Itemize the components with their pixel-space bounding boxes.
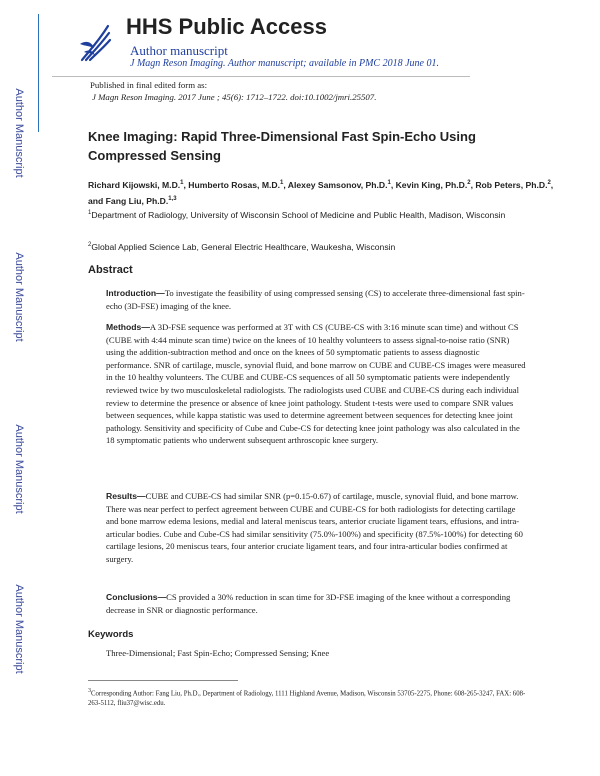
journal-citation — [92, 92, 376, 102]
abstract-methods: Methods—A 3D-FSE sequence was performed at 3T with CS (CUBE-CS with 3:16 minute scan time) and without CS (CUBE with 4:44 minute scan time) twice on the knees of 10 healthy volunteers to assess signal-to-noise ratio (SNR) using the addition-subtraction method and once on the knees of 50 symptomatic patients to assess diagnostic performance. SNR of cartilage, muscle, synovial fluid, and bone marrow on CUBE and CUBE-CS images were measured in the 10 healthy volunteers. The CUBE and CUBE-CS sequences of all 50 symptomatic patients were independently reviewed twice by two musculoskeletal radiologists. The radiologists used CUBE and CUBE-CS during each individual review to determine the presence or absence of knee joint pathology. Student t-tests were used to compare SNR values between sequences, while kappa statistic was used to determine agreement between sequences for detecting knee joint pathology. Sensitivity and specificity of Cube and Cube-CS for detecting knee joint pathology was also calculated in the 18 symptomatic patients who underwent subsequent arthroscopic knee surgery. — [106, 322, 526, 446]
affiliation-2: $^2$Global Applied Science Lab, General Electric Healthcare, Waukesha, Wisconsin — [88, 241, 396, 252]
header-citation-text: J Magn Reson Imaging. Author manuscript; available in PMC 2018 June 01. — [130, 58, 439, 69]
abstract-conclusions: Conclusions—CS provided a 30% reduction in scan time for 3D-FSE imaging of the knee without a corresponding decrease in SNR or diagnostic performance. — [106, 592, 511, 615]
hhs-eagle-icon — [78, 20, 112, 64]
corresponding-author-footnote: $^3$Corresponding Author: Fang Liu, Ph.D., Department of Radiology, 1111 Highland Avenue, Madison, Wisconsin 53705-2275, Phone: 608-265-3247, FAX: 608-263-5112, fliu37@wisc.edu. — [88, 688, 526, 708]
author-1: Richard Kijowski, M.D.$^1$, — [88, 179, 189, 190]
author-4: Kevin King, Ph.D.$^2$, — [395, 179, 476, 190]
affiliation-1: $^1$Department of Radiology, University of Wisconsin School of Medicine and Public Health, Madison, Wisconsin — [88, 209, 506, 220]
author-3: Alexey Samsonov, Ph.D.$^1$, — [287, 179, 396, 190]
author-6: Fang Liu, Ph.D.$^{1,3}$ — [105, 195, 177, 206]
keywords-list: Three-Dimensional; Fast Spin-Echo; Compressed Sensing; Knee — [106, 648, 330, 658]
abstract-results: Results—CUBE and CUBE-CS had similar SNR (p=0.15-0.67) of cartilage, muscle, synovial fluid, and bone marrow. There was near perfect to perfect agreement between CUBE and CUBE-CS for both radiologists for detecting cartilage and bone marrow edema lesions, medial and lateral meniscus tears, anterior cruciate ligament tears, effusions, and intra-articular bodies. Cube and Cube-CS had similar sensitivity (75.0%-100%) and specificity (87.5%-100%) for detecting 60 cartilage lesions, 20 meniscus tears, four anterior cruciate ligament tears, and four intra-articular bodies confirmed at surgery. — [106, 491, 523, 564]
published-note: Published in final edited form as: — [90, 80, 208, 90]
abstract-introduction: Introduction—To investigate the feasibility of using compressed sensing (CS) to accelerate three-dimensional fast spin-echo (3D-FSE) imaging of the knee. — [106, 288, 525, 311]
author-5: Rob Peters, Ph.D.$^2$, and — [88, 179, 554, 206]
keywords-heading: Keywords — [88, 629, 134, 640]
side-label-4: Author Manuscript — [13, 584, 25, 674]
header-citation — [130, 58, 439, 69]
journal-citation-text: J Magn Reson Imaging. 2017 June ; 45(6): 1712–1722. doi:10.1002/jmri.25507. — [92, 92, 377, 102]
side-label-2: Author Manuscript — [13, 252, 25, 342]
side-label-3: Author Manuscript — [13, 424, 25, 514]
author-2: Humberto Rosas, M.D.$^1$, — [188, 179, 288, 190]
header-divider — [52, 76, 470, 77]
abstract-heading: Abstract — [88, 264, 133, 276]
author-list — [88, 176, 568, 208]
header-subtitle: Author manuscript — [130, 43, 228, 58]
side-rule — [38, 14, 39, 132]
side-label-1: Author Manuscript — [13, 88, 25, 178]
footnote-divider — [88, 680, 238, 681]
header-title: HHS Public Access — [126, 14, 327, 39]
paper-title: Knee Imaging: Rapid Three-Dimensional Fast Spin-Echo Using Compressed Sensing — [88, 129, 476, 163]
